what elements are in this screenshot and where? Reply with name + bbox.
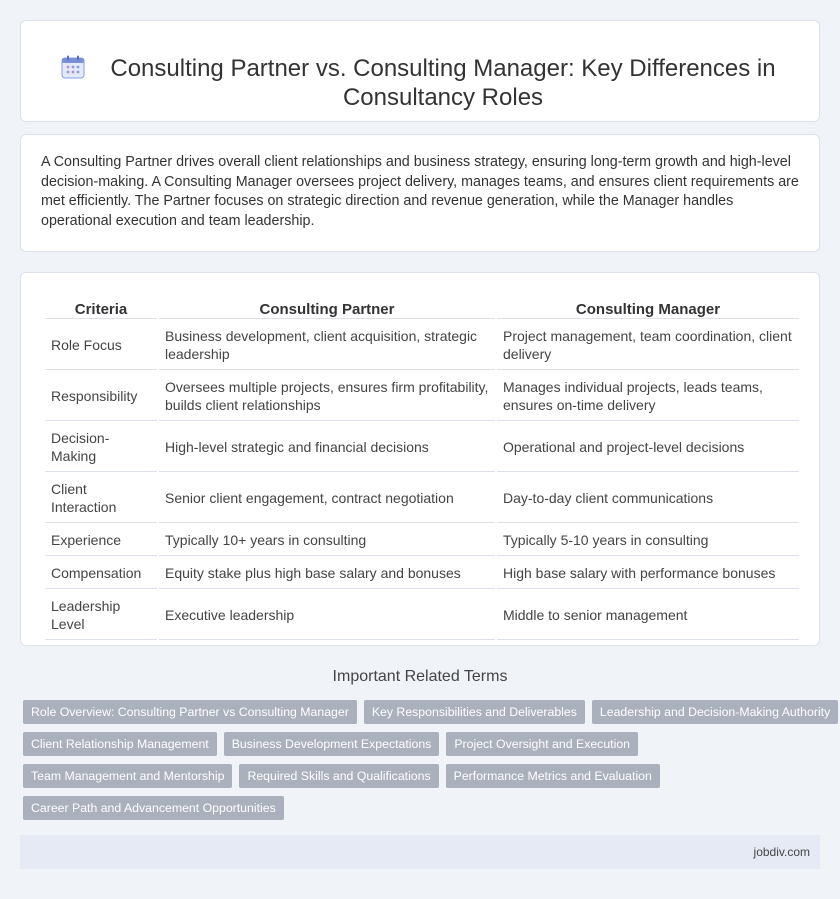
partner-cell: Senior client engagement, contract negotiation bbox=[159, 474, 495, 523]
partner-cell: Business development, client acquisition, strategic leadership bbox=[159, 321, 495, 370]
related-terms-tags bbox=[23, 700, 831, 828]
table-row bbox=[45, 525, 799, 556]
partner-cell: Executive leadership bbox=[159, 591, 495, 640]
criteria-cell: Leadership Level bbox=[45, 591, 157, 640]
criteria-cell: Decision-Making bbox=[45, 423, 157, 472]
related-term-tag[interactable]: Project Oversight and Execution bbox=[446, 732, 638, 756]
criteria-cell: Responsibility bbox=[45, 372, 157, 421]
manager-cell: Operational and project-level decisions bbox=[497, 423, 799, 472]
table-row bbox=[45, 423, 799, 472]
header-consulting-partner: Consulting Partner bbox=[159, 297, 495, 319]
criteria-cell: Experience bbox=[45, 525, 157, 556]
header-consulting-manager: Consulting Manager bbox=[497, 297, 799, 319]
header-card bbox=[20, 20, 820, 122]
partner-cell: Oversees multiple projects, ensures firm profitability, builds client relationships bbox=[159, 372, 495, 421]
manager-cell: Typically 5-10 years in consulting bbox=[497, 525, 799, 556]
manager-cell: Project management, team coordination, client delivery bbox=[497, 321, 799, 370]
related-term-tag[interactable]: Client Relationship Management bbox=[23, 732, 217, 756]
intro-card bbox=[20, 134, 820, 252]
comparison-table bbox=[43, 295, 801, 642]
criteria-cell: Client Interaction bbox=[45, 474, 157, 523]
table-row bbox=[45, 558, 799, 589]
related-term-tag[interactable]: Business Development Expectations bbox=[224, 732, 440, 756]
related-term-tag[interactable]: Required Skills and Qualifications bbox=[239, 764, 438, 788]
manager-cell: Day-to-day client communications bbox=[497, 474, 799, 523]
table-row bbox=[45, 372, 799, 421]
intro-paragraph: A Consulting Partner drives overall client relationships and business strategy, ensuring long-term growth and high-level decision-making. A Consulting Manager oversees project delivery, manages teams, and ensures client requirements are met efficiently. The Partner focuses on strategic direction and revenue generation, while the Manager handles operational execution and team leadership. bbox=[41, 154, 799, 229]
footer-site-link[interactable]: jobdiv.com bbox=[753, 845, 810, 859]
table-row bbox=[45, 474, 799, 523]
related-term-tag[interactable]: Role Overview: Consulting Partner vs Consulting Manager bbox=[23, 700, 357, 724]
criteria-cell: Role Focus bbox=[45, 321, 157, 370]
criteria-cell: Compensation bbox=[45, 558, 157, 589]
related-term-tag[interactable]: Team Management and Mentorship bbox=[23, 764, 232, 788]
table-row bbox=[45, 321, 799, 370]
partner-cell: Typically 10+ years in consulting bbox=[159, 525, 495, 556]
related-term-tag[interactable]: Career Path and Advancement Opportunities bbox=[23, 796, 284, 820]
related-term-tag[interactable]: Performance Metrics and Evaluation bbox=[446, 764, 660, 788]
table-header-row bbox=[45, 297, 799, 319]
page-title: Consulting Partner vs. Consulting Manager: Key Differences in Consultancy Roles bbox=[110, 55, 776, 111]
related-term-tag[interactable]: Key Responsibilities and Deliverables bbox=[364, 700, 585, 724]
related-term-tag[interactable]: Leadership and Decision-Making Authority bbox=[592, 700, 838, 724]
table-row bbox=[45, 591, 799, 640]
comparison-card bbox=[20, 272, 820, 646]
header-criteria: Criteria bbox=[45, 297, 157, 319]
partner-cell: High-level strategic and financial decisions bbox=[159, 423, 495, 472]
related-terms-title: Important Related Terms bbox=[332, 668, 508, 685]
calendar-grid-icon bbox=[60, 54, 86, 80]
manager-cell: High base salary with performance bonuses bbox=[497, 558, 799, 589]
footer bbox=[20, 835, 820, 869]
manager-cell: Manages individual projects, leads teams, ensures on-time delivery bbox=[497, 372, 799, 421]
partner-cell: Equity stake plus high base salary and bonuses bbox=[159, 558, 495, 589]
manager-cell: Middle to senior management bbox=[497, 591, 799, 640]
